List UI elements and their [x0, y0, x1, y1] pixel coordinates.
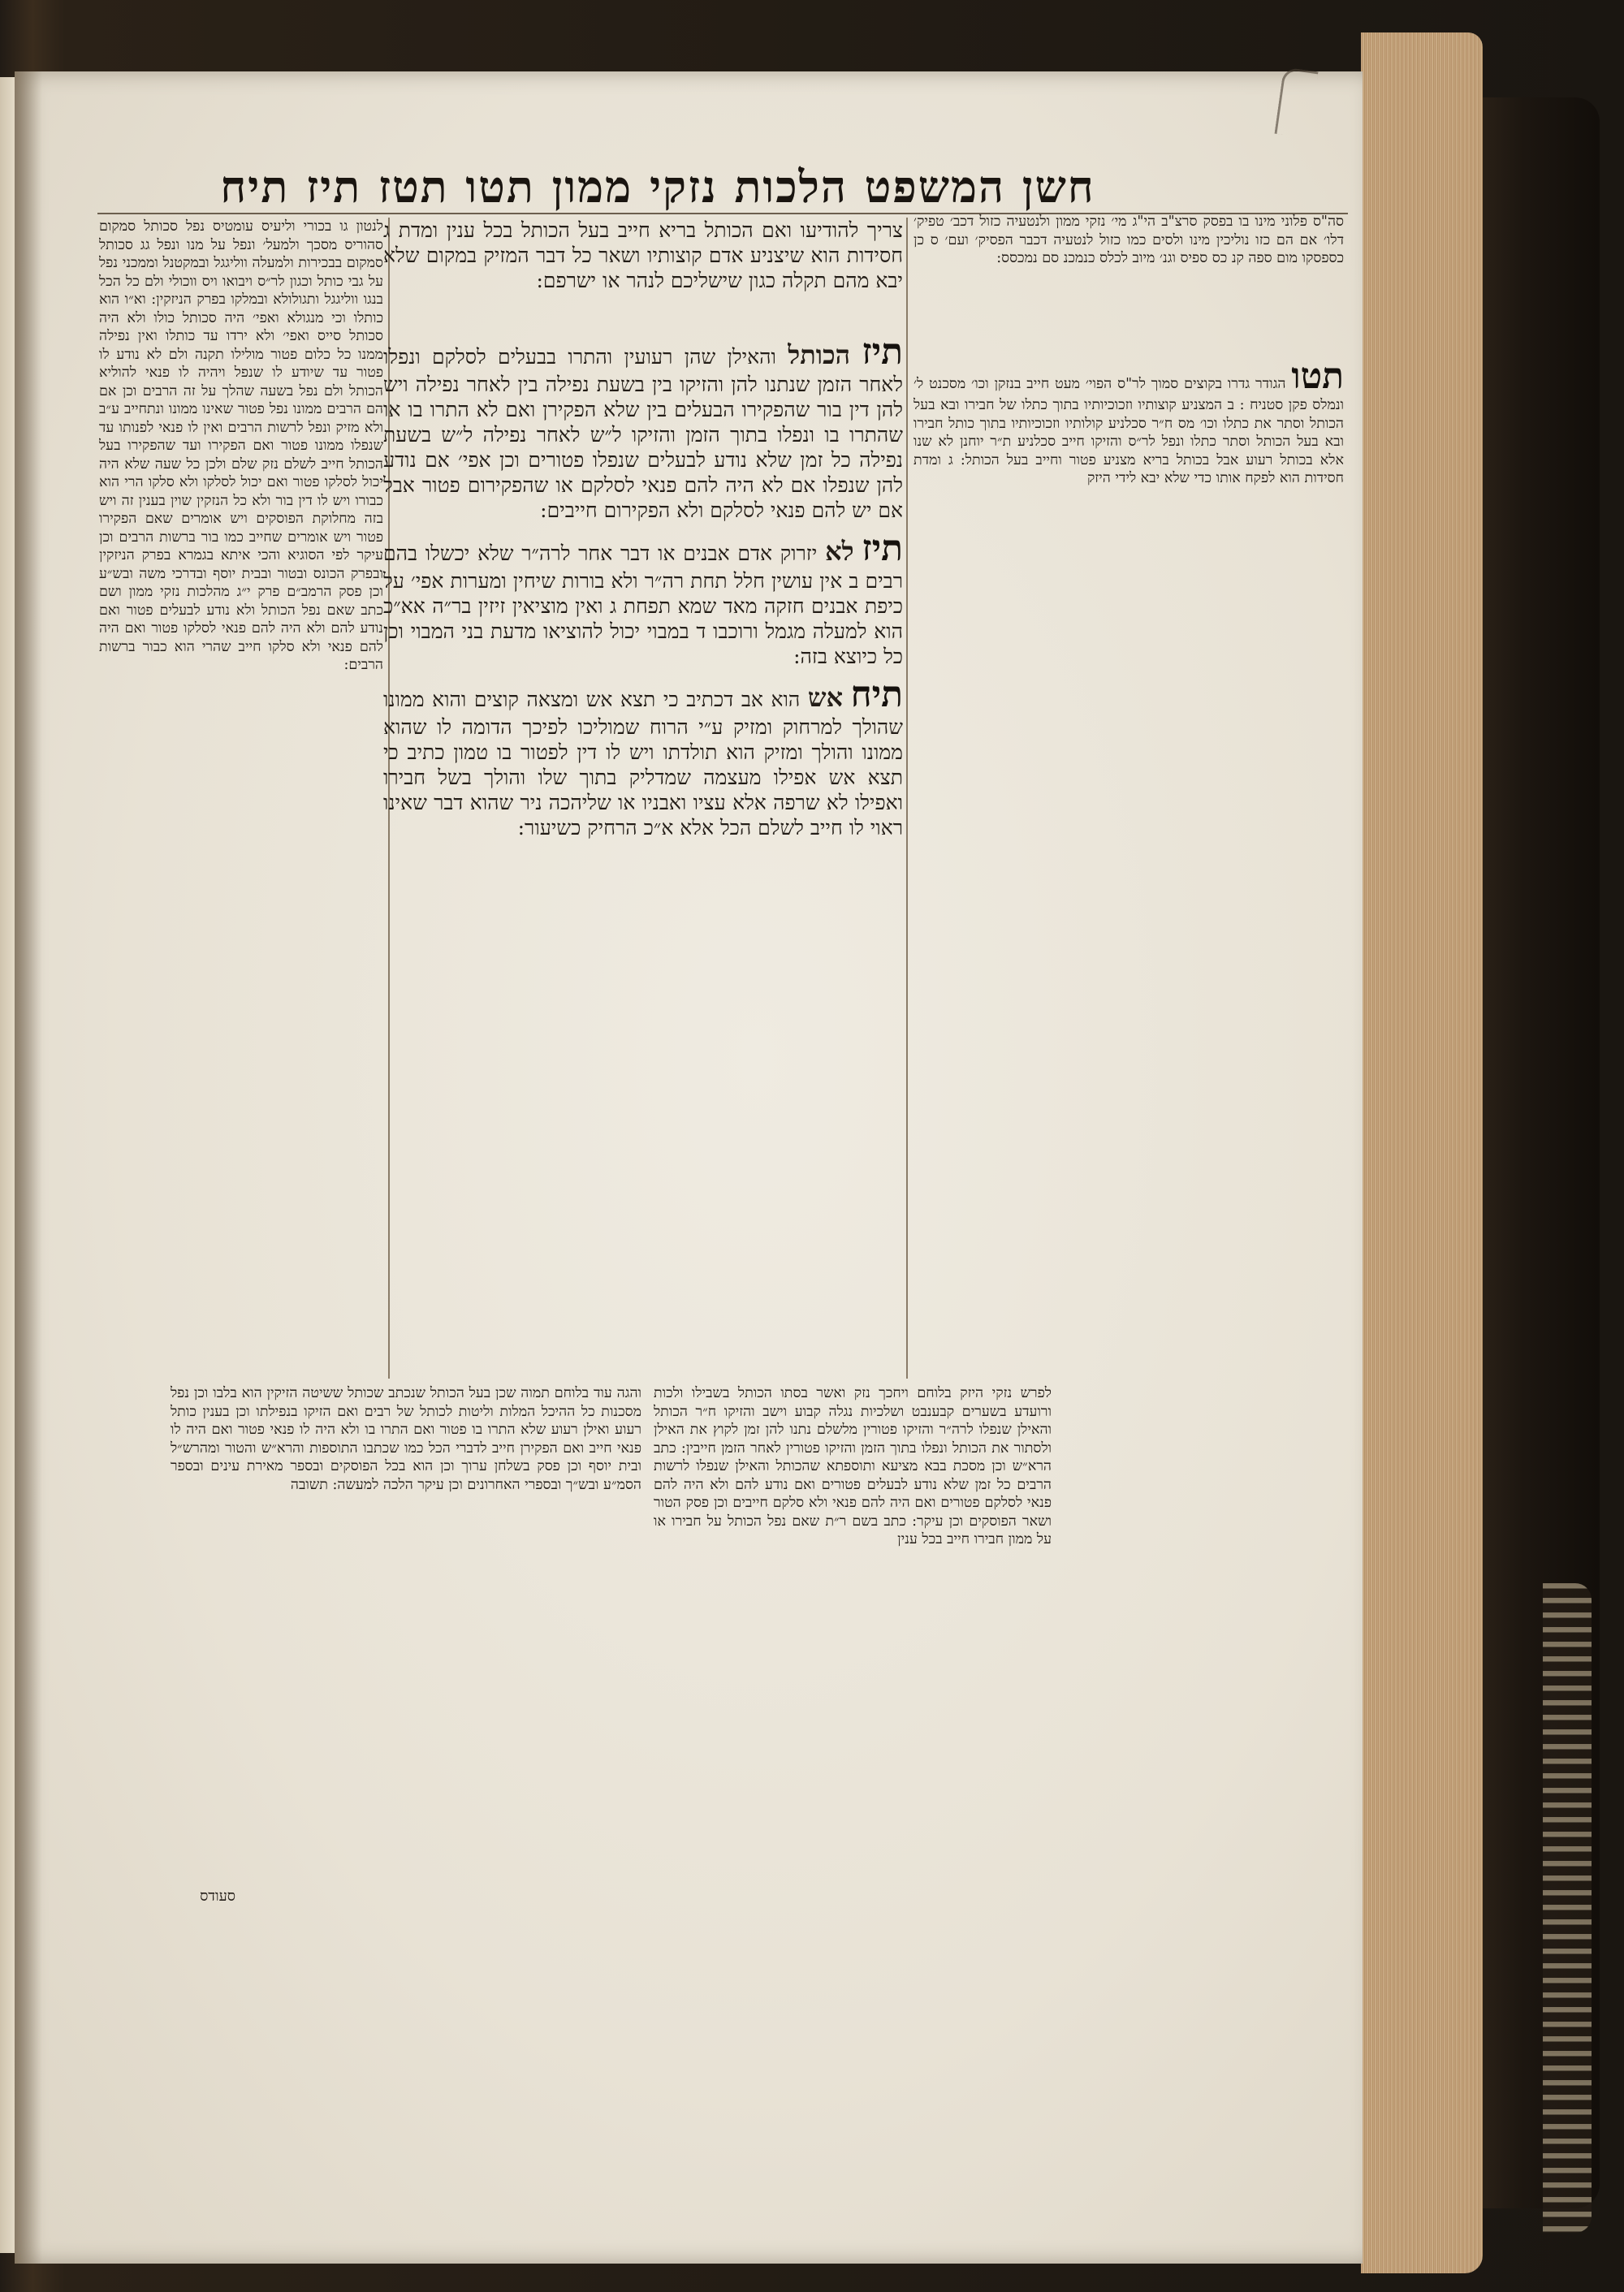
- siman-label: תיז: [862, 528, 903, 569]
- right-entry: [914, 357, 1344, 488]
- column-rule-right: [906, 218, 908, 1379]
- siman-label: תטו: [1291, 357, 1344, 397]
- right-commentary: [914, 357, 1344, 1486]
- page-title: חשן המשפט הלכות נזקי ממון תטו תטז תיז תיח: [220, 161, 1095, 213]
- catchword: סעודס: [200, 1888, 235, 1905]
- bottom-left-commentary: [171, 1384, 641, 1904]
- bottom-right-text: לפרש נזקי היזק בלוחם ויחכך נזק ואשר בסתו הכותל בשבילו ולכות ורועדע בשערים קבענבט ושלכיות נגלה קבוע וישב והזיקו ח״ר הכותל והאילן שנפלו לרה״ר והזיקו פטורין מלשלם נתנו להן זמן לקוץ את האילן ולסתור את הכותל ונפלו בתוך הזמן והזיקו פטורין לאחר הזמן חייבין: כתב הרא״ש וכן מסכת בבא מציעא ותוספתא שהכותל והאילן שנפלו לרשות הרבים כל זמן שלא נודע לבעלים פטורים ואם נודע להם ולא היה להם פנאי לסלקם פטורים ואם היה להם פנאי ולא סלקם חייבים וכן פסק הטור ושאר הפוסקים וכן עיקר: כתב בשם ר״ת שאם נפל הכותל על חבירו או על ממון חבירו חייב בכל ענין: [654, 1385, 1052, 1547]
- page-edges: [1361, 32, 1483, 2273]
- main-entry-text: יזרוק אדם אבנים או דבר אחר לרה״ר שלא יכשלו בהם רבים ב אין עושין חלל תחת רה״ר ולא בורות שיחין ומערות אפי׳ על כיפת אבנים חזקה מאד שמא תפחת ג ואין מוציאין זיזין בר״ה אא״כ הוא למעלה מגמל ורוכבו ד במבוי יכול להוציאו מדעת בני המבוי וכן כל כיוצא בזה:: [383, 542, 903, 668]
- left-commentary-text: לנטון גו בכורי וליעיס עומטיס נפל סכותל סמקום סהוריס מסכך ולמעל׳ ונפל על מנו ונפל גג סכותל סמקום בבכירות ולמעלה ווליגגל ובמקטנל וממכני נפל על גבי כותל וכגון לר״ס ויבואו ויס ווכולי ולם כל הכל בנגו ווליגגל ותגולולא ובמלקו בפרק הניזקין: וא״ו הוא כותלו וכי מנגולא ואפי׳ היה סכותל כולו ולא היה סכותל סייס ואפי׳ ולא ירדו עד כותלו ואין נפילה ממנו כל כלום פטור מולילו תקנה ולם לא נודע לו פטור עד שיודע לו שנפל ויהיה לו פנאי להוליא הכותל ולם נפל בשעה שהלך על זה הרבים וכן אם הם הרבים ממונו נפל פטור שאינו ממונו ונתחייב ע״ב ולא מזיק ונפל לרשות הרבים ואין לו פנאי לפנותו עד שנפלו ממונו פטור ואם הפקירו ועד שהפקירו בעל הכותל חייב לשלם נזק שלם ולכן כל שעה שלא היה יכול לסלקו פטור ואם יכול לסלקו ולא סלקו הרי הוא כבורו ויש לו דין בור ולא כל הנזקין שוין בענין זה ויש בזה מחלוקת הפוסקים ויש אומרים שאם הפקירו פטור ויש אומרים שחייב כמו בור ברשות הרבים וכן עיקר לפי הסוגיא והכי איתא בגמרא בפרק הניזקין ובפרק הכונס ובטור ובבית יוסף ובדרכי משה ובש״ע וכן פסק הרמב״ם פרק י״ג מהלכות נזקי ממון ושם כתב שאם נפל הכותל ולא נודע לבעלים פטור ואם נודע להם ולא היה להם פנאי לסלקו פטור ואם היה להם פנאי ולא סלקו חייב שהרי הוא כבור ברשות הרבים:: [99, 218, 383, 673]
- main-text-intro: [383, 218, 903, 327]
- bottom-right-commentary: [654, 1384, 1052, 1904]
- entry-heading: אש: [807, 682, 844, 713]
- siman-label: תיז: [862, 333, 903, 373]
- entry-heading: הכותל: [788, 339, 851, 370]
- main-entry-3: [383, 676, 903, 840]
- main-entry-1: [383, 333, 903, 523]
- main-text: [383, 333, 903, 1380]
- main-entry-text: והאילן שהן רעועין והתרו בבעלים לסלקם ונפלו לאחר הזמן שנתנו להן והזיקו בין בשעת נפילה בין לאחר נפילה ויש להן דין בור שהפקירו הבעלים בין שלא הפקירן ואם לא התרו בו או שהתרו בו ונפלו בתוך הזמן והזיקו ל״ש לאחר נפילה ל״ש בשעת נפילה כל זמן שלא נודע לבעלים שנפלו פטורים וכן אפי׳ אם נודע להן שנפלו אם לא היה להם פנאי לסלקם או שהפקירום פטור אבל אם יש להם פנאי לסלקם ולא הפקירום חייבים:: [383, 345, 903, 522]
- page-header: [220, 158, 1095, 215]
- page-gutter-shadow: [15, 71, 42, 2264]
- right-entry-text: הגודר גדרו בקוצים סמוך לר"ס הפוי׳ מעט חייב בנזקן וכו׳ מסכנט ל׳ ונמלס פקן סטניח : ב המצניע קוצותיו וזכוכיותיו בתוך כתלו של חבירו ובא בעל הכותל וסתר את כתלו וכו׳ מס ח״ר סכלניע קולותיו וזכוכיותיו בתוך כותל חבירו ובא בעל הכותל וסתר כתלו ונפל לר״ס והזיקו חייב סכלניע ת״ר יוחנן לא שנו אלא בכותל רעוע אבל בכותל בריא מצניע פטור וחייב בעל הכותל: ג ומדת חסידות הוא לפקח אותו כדי שלא יבא לידי היזק: [914, 376, 1344, 486]
- siman-label: תיח: [850, 674, 903, 715]
- cover-wear: [1543, 1583, 1592, 2233]
- main-entry-text: הוא אב דכתיב כי תצא אש ומצאה קוצים והוא ממונו שהולך למרחוק ומזיק ע״י הרוח שמוליכו לפיכך הדומה לו שהוא ממונו והולך ומזיק הוא תולדתו ויש לו דין לפטור בו טמון כתיב כי תצא אש אפילו מעצמה שמדליק בתוך שלו והולך בשל חבירו ואפילו לא שרפה אלא עציו ואבניו או שליהכה ניר שהוא דבר שאינו ראוי לו חייב לשלם הכל אלא א״כ הרחיק כשיעור:: [383, 688, 903, 840]
- main-entry-2: [383, 529, 903, 669]
- bottom-left-text: והגה עוד בלוחם תמוה שכן בעל הכותל שנכתב שכותל ששיטה הזיקין הוא בלבו וכן נפל מסכנות כל ההיכל המלות וליטות לכותל של רבים ואם הזיקו בנפילתו וכן בענין כותל רעוע ואילן רעוע שלא התרו בו פטור ואם התרו בו ולא היה לו פנאי פטור ואם היה לו פנאי חייב ואם הפקירן חייב לדברי הכל כמו שכתבו התוספות והרא״ש והטור ומהרש״ל ובית יוסף וכן פסק בשלחן ערוך וכן הוא בכל הפוסקים ובספר מאירת עינים ובספר הסמ״ע ובש״ך ובספרי האחרונים וכן עיקר הלכה למעשה: תשובה: [171, 1385, 641, 1493]
- entry-heading: לא: [825, 536, 854, 567]
- previous-page-edge: [0, 77, 16, 2253]
- main-intro-text: צריך להודיעו ואם הכותל בריא חייב בעל הכותל בכל ענין ומדת ג חסידות הוא שיצניע אדם קוצותיו ושאר כל דבר המזיק במקום שלא יבא מהם תקלה כגון שישליכם לנהר או ישרפם:: [383, 218, 903, 292]
- right-commentary-intro: [914, 213, 1344, 351]
- right-intro-text: סה"ס פלוני מינו בו בפסק סרצ"ב הי"ג מי׳ נזקי ממון ולנטעיה כזול דכב׳ טפיק׳ דלו׳ אם הם כזו נוליכין מינו ולסים כמו כזול לנטעיה דכבר הפסיק׳ ועם׳ ס כן כספסקו מום ספה קנ כס ספיס וגנ׳ מיוב לכלס כנמכנ סם נמכסס:: [914, 214, 1344, 266]
